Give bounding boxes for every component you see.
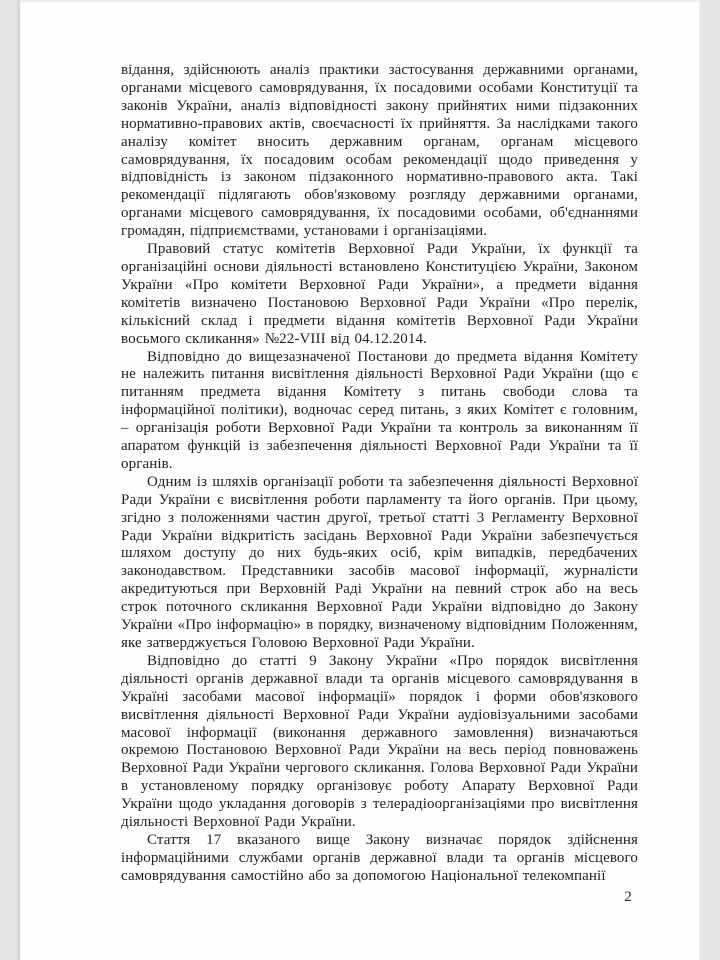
scan-right-edge — [699, 0, 720, 960]
document-text — [121, 62, 638, 886]
paragraph-resolution: Відповідно до вищезазначеної Постанови до предмета відання Комітету не належить питання висвітлення діяльності Верховної Ради України (що є питанням предмета відання Комітету з питань свободи слова та інформаційної політики), водночас серед питань, з яких Комітет є головним, – організація роботи Верховної Ради України та контроль за виконанням її апаратом функцій із забезпечення діяльності Верховної Ради України та її органів. — [121, 348, 638, 472]
paragraph-article-9: Відповідно до статті 9 Закону України «Про порядок висвітлення діяльності органів державної влади та органів місцевого самоврядування в Україні засобами масової інформації» порядок і форми обов'язкового висвітлення діяльності Верховної Ради України аудіовізуальними засобами масової інформації (виконання державного замовлення) визначаються окремою Постановою Верховної Ради України на весь період повноважень Верховної Ради України чергового скликання. Голова Верховної Ради України в установленому порядку організовує роботу Апарату Верховної Ради України щодо укладання договорів з телерадіоорганізаціями про висвітлення діяльності Верховної Ради України. — [121, 652, 638, 831]
page-number: 2 — [624, 889, 632, 905]
scan-left-edge — [0, 0, 20, 960]
paragraph-article-17: Стаття 17 вказаного вище Закону визначає порядок здійснення інформаційними службами органів державної влади та органів місцевого самоврядування самостійно або за допомогою Національної телекомпанії — [121, 831, 638, 884]
scan-top-edge — [20, 0, 700, 2]
paragraph-continuation: відання, здійснюють аналіз практики застосування державними органами, органами місцевого самоврядування, їх посадовими особами Конституції та законів України, аналіз відповідності закону прийнятих ними підзаконних нормативно-правових актів, своєчасності їх прийняття. За наслідками такого аналізу комітет вносить державним органам, органам місцевого самоврядування, їх посадовим особам рекомендації щодо приведення у відповідність із законом підзаконного нормативно-правового акта. Такі рекомендації підлягають обов'язковому розгляду державними органами, органами місцевого самоврядування, їх посадовими особами, об'єднаннями громадян, підприємствами, установами і організаціями. — [121, 62, 638, 240]
paragraph-legal-status: Правовий статус комітетів Верховної Ради України, їх функції та організаційні основи діяльності встановлено Конституцією України, Законом України «Про комітети Верховної Ради України», а предмети відання комітетів визначено Постановою Верховної Ради України «Про перелік, кількісний склад і предмети відання комітетів Верховної Ради України восьмого скликання» №22-VIII від 04.12.2014. — [121, 241, 638, 347]
paragraph-organization: Одним із шляхів організації роботи та забезпечення діяльності Верховної Ради України є висвітлення роботи парламенту та його органів. При цьому, згідно з положеннями частин другої, третьої статті 3 Регламенту Верховної Ради України відкритість засідань Верховної Ради України забезпечується шляхом доступу до них будь-яких осіб, крім випадків, передбачених законодавством. Представники засобів масової інформації, журналісти акредитуються при Верховній Раді України на певний строк або на весь строк поточного скликання Верховної Ради України відповідно до Закону України «Про інформацію» в порядку, визначеному відповідним Положенням, яке затверджується Головою Верховної Ради України. — [121, 473, 638, 651]
